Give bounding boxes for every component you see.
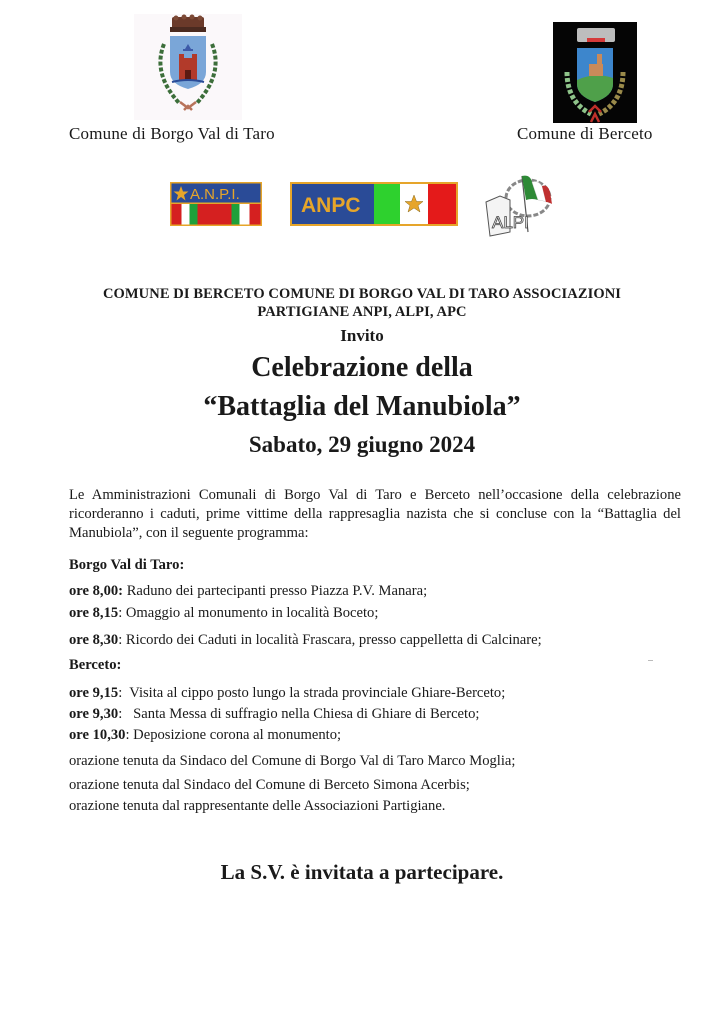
oration-item: orazione tenuta dal Sindaco del Comune di Berceto Simona Acerbis;: [69, 777, 470, 793]
title-line-2: “Battaglia del Manubiola”: [203, 391, 521, 422]
section-heading-borgo: Borgo Val di Taro:: [69, 557, 185, 573]
right-town-label: Comune di Berceto: [517, 124, 653, 143]
alpi-logo: [482, 170, 556, 238]
program-text: Raduno dei partecipanti presso Piazza P.V. Manara;: [123, 583, 428, 599]
anpc-logo-text: ANPC: [301, 194, 361, 217]
stray-mark: [648, 660, 653, 661]
anpi-logo-text: A.N.P.I.: [190, 186, 240, 203]
anpc-logo: [290, 182, 458, 226]
program-item: [69, 685, 505, 702]
program-time: ore 8,00:: [69, 583, 124, 599]
program-item: [69, 605, 378, 622]
anpi-logo: [170, 182, 262, 226]
borgo-val-di-taro-crest: [134, 14, 242, 120]
organizers-heading: COMUNE DI BERCETO COMUNE DI BORGO VAL DI TARO ASSOCIAZIONI PARTIGIANE ANPI, ALPI, APC: [102, 286, 622, 320]
program-time: ore 8,30: [69, 632, 119, 648]
intro-paragraph: Le Amministrazioni Comunali di Borgo Val di Taro e Berceto nell’occasione della celebrazione ricorderanno i caduti, prime vittime della rappresaglia nazista che si concluse con la “Battaglia del Manubiola”, con il seguente programma:: [69, 487, 681, 541]
program-text: : Santa Messa di suffragio nella Chiesa di Ghiare di Berceto;: [118, 706, 480, 722]
oration-item: orazione tenuta dal rappresentante delle Associazioni Partigiane.: [69, 798, 446, 814]
program-time: ore 9,15: [69, 685, 119, 701]
title-line-1: Celebrazione della: [251, 352, 473, 383]
event-date: Sabato, 29 giugno 2024: [248, 432, 476, 457]
oration-item: orazione tenuta da Sindaco del Comune di Borgo Val di Taro Marco Moglia;: [69, 753, 516, 769]
program-time: ore 9,30: [69, 706, 119, 722]
crest-berceto-icon: [553, 22, 637, 123]
crest-borgo-icon: [134, 14, 242, 120]
alpi-logo-text: ALPI: [492, 213, 529, 232]
program-text: : Ricordo dei Caduti in località Frascara, presso cappelletta di Calcinare;: [118, 632, 542, 648]
program-time: ore 10,30: [69, 727, 126, 743]
left-town-label: Comune di Borgo Val di Taro: [69, 124, 275, 143]
berceto-crest: [553, 22, 637, 123]
program-item: [69, 632, 542, 649]
section-heading-berceto: Berceto:: [69, 657, 122, 673]
invito-label: Invito: [340, 326, 384, 345]
program-text: : Visita al cippo posto lungo la strada provinciale Ghiare-Berceto;: [118, 685, 506, 701]
program-item: [69, 706, 479, 723]
program-item: [69, 583, 427, 600]
program-text: : Deposizione corona al monumento;: [125, 727, 342, 743]
closing-invitation: La S.V. è invitata a partecipare.: [220, 860, 504, 884]
program-item: [69, 727, 341, 744]
program-text: : Omaggio al monumento in località Boceto;: [118, 605, 379, 621]
program-time: ore 8,15: [69, 605, 119, 621]
